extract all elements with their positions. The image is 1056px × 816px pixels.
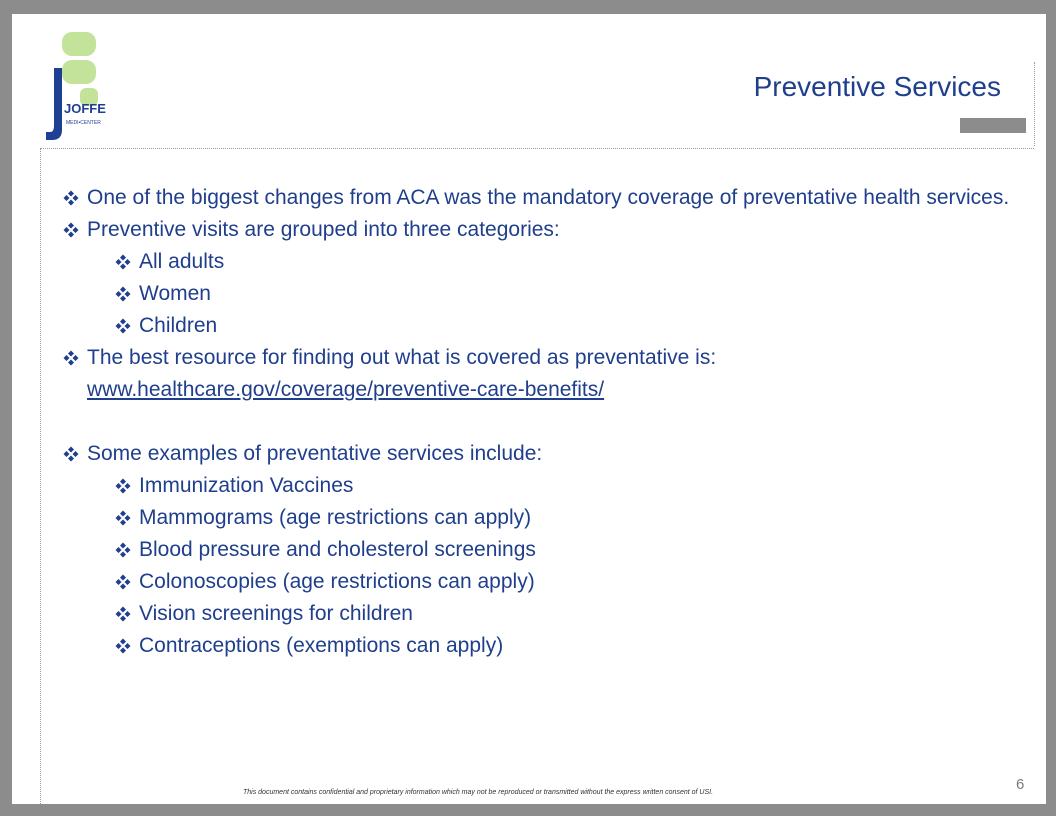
joffe-logo [40, 30, 110, 140]
divider-vertical-right [1034, 62, 1035, 146]
divider-vertical-left [40, 148, 41, 804]
confidentiality-notice: This document contains confidential and proprietary information which may not be reproduced or transmitted without the express written consent of USI. [243, 789, 714, 796]
diamond-bullet-icon [63, 190, 79, 206]
list-item-text: Children [139, 314, 218, 337]
spacer [52, 406, 1032, 438]
page-title: Preventive Services [753, 71, 1001, 102]
list-item-text: One of the biggest changes from ACA was the mandatory coverage of preventative health services. [87, 186, 1010, 209]
logo-leaf-top [62, 32, 96, 56]
list-item-text: Colonoscopies (age restrictions can apply) [139, 570, 535, 593]
logo-sub-text: MEDI•CENTER [66, 120, 101, 126]
list-item [52, 310, 1032, 342]
diamond-bullet-icon [115, 574, 131, 590]
logo-leaf-middle [62, 60, 96, 84]
diamond-bullet-icon [115, 254, 131, 270]
list-item [52, 278, 1032, 310]
list-item-text: Preventive visits are grouped into three categories: [87, 218, 560, 241]
diamond-bullet-icon [115, 542, 131, 558]
diamond-bullet-icon [115, 638, 131, 654]
logo-j-stroke [46, 68, 62, 140]
diamond-bullet-icon [115, 510, 131, 526]
title-accent-bar [960, 118, 1026, 133]
diamond-bullet-icon [115, 606, 131, 622]
divider-horizontal [40, 148, 1034, 149]
healthcare-gov-link[interactable]: www.healthcare.gov/coverage/preventive-care-benefits/ [87, 378, 605, 401]
list-item [52, 598, 1032, 630]
bullet-list [52, 182, 1032, 662]
list-item [52, 246, 1032, 278]
list-item [52, 502, 1032, 534]
diamond-bullet-icon [115, 478, 131, 494]
diamond-bullet-icon [115, 318, 131, 334]
list-item-text: Immunization Vaccines [139, 474, 354, 497]
list-item-text: The best resource for finding out what is covered as preventative is: [87, 346, 717, 369]
list-item [52, 342, 1032, 406]
list-item [52, 214, 1032, 246]
list-item [52, 438, 1032, 470]
list-item-text: Blood pressure and cholesterol screenings [139, 538, 536, 561]
list-item [52, 470, 1032, 502]
diamond-bullet-icon [63, 222, 79, 238]
list-item-text: All adults [139, 250, 225, 273]
diamond-bullet-icon [115, 286, 131, 302]
list-item-text: Vision screenings for children [139, 602, 413, 625]
slide [12, 14, 1046, 804]
list-item-text: Mammograms (age restrictions can apply) [139, 506, 532, 529]
list-item [52, 630, 1032, 662]
page-number: 6 [1016, 776, 1025, 793]
logo-brand-text: JOFFE [64, 101, 106, 116]
list-item-text: Women [139, 282, 211, 305]
list-item-text: Contraceptions (exemptions can apply) [139, 634, 504, 657]
diamond-bullet-icon [63, 446, 79, 462]
diamond-bullet-icon [63, 350, 79, 366]
list-item-text: Some examples of preventative services include: [87, 442, 543, 465]
list-item [52, 534, 1032, 566]
list-item [52, 182, 1032, 214]
list-item [52, 566, 1032, 598]
